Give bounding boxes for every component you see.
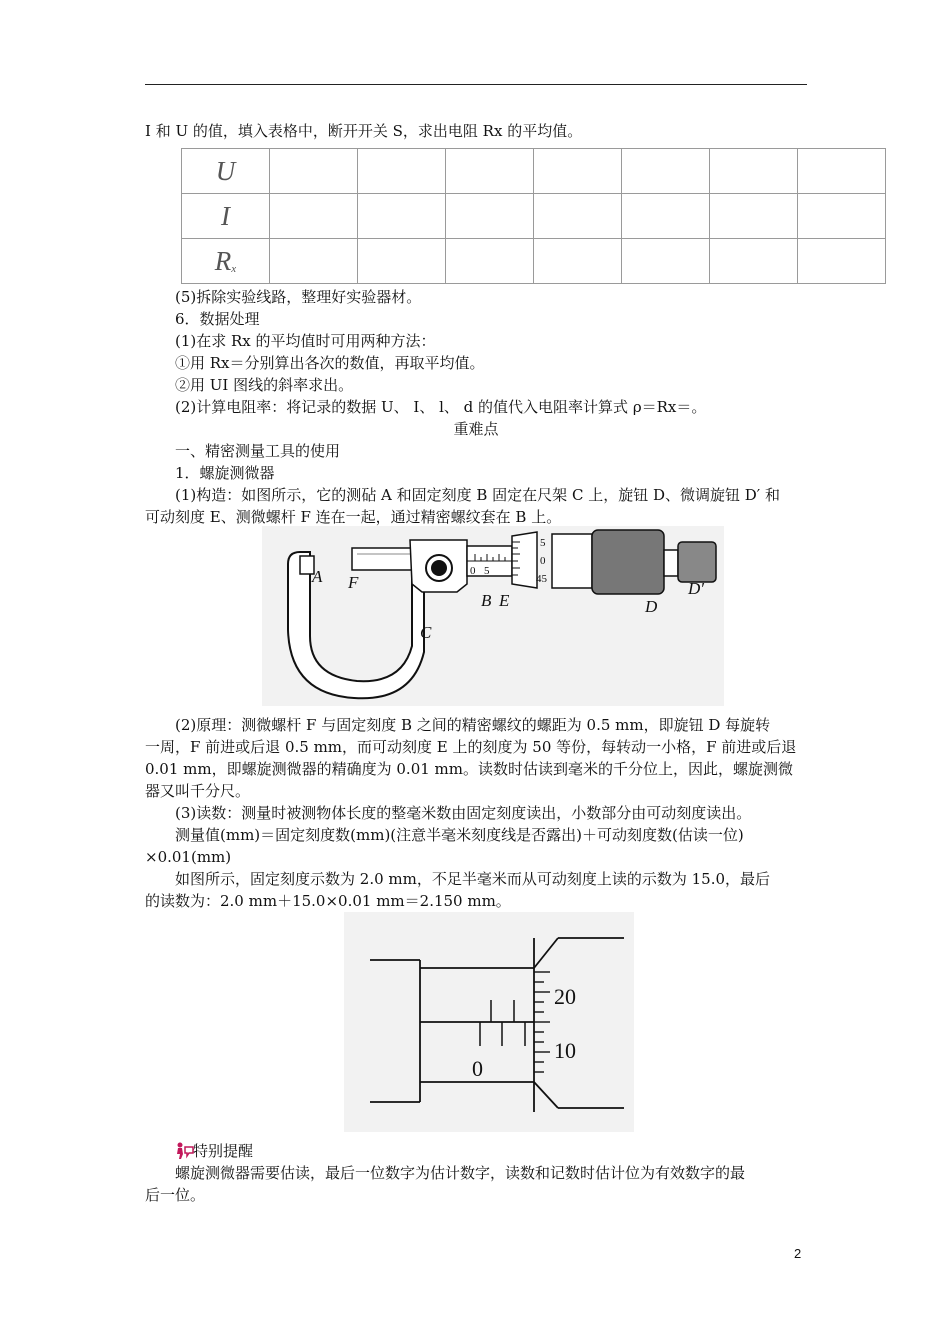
paragraph: (1)在求 Rx 的平均值时可用两种方法： — [175, 332, 436, 350]
label-a: A — [312, 567, 323, 586]
label-d-prime: D′ — [688, 579, 704, 598]
thimble-tick-label: 45 — [536, 573, 547, 585]
table-row — [182, 149, 886, 194]
label-b: B — [481, 591, 492, 610]
row-label-i: I — [182, 194, 270, 239]
principle-line: 0.01 mm，即螺旋测微器的精确度为 0.01 mm。读数时估读到毫米的千分位上，因此，螺旋测微 — [145, 760, 793, 778]
sleeve-tick-label: 0 — [470, 565, 476, 577]
reading-line: (3)读数：测量时被测物体长度的整毫米数由固定刻度读出，小数部分由可动刻度读出。 — [175, 804, 752, 822]
thimble-label-10: 10 — [554, 1038, 576, 1063]
paragraph: 6．数据处理 — [175, 310, 260, 328]
reading-diagram — [344, 912, 634, 1132]
principle-line: 器又叫千分尺。 — [145, 782, 251, 800]
paragraph: (2)计算电阻率：将记录的数据 U、 I、 l、 d 的值代入电阻率计算式 ρ＝Rx＝。 — [175, 398, 707, 416]
reminder-icon — [175, 1142, 195, 1160]
construction-line: (1)构造：如图所示，它的测砧 A 和固定刻度 B 固定在尺架 C 上，旋钮 D、微调旋钮 D′ 和 — [175, 486, 780, 504]
header-rule — [145, 84, 807, 85]
thimble-tick-label: 0 — [540, 555, 546, 567]
sleeve-label-0: 0 — [472, 1056, 483, 1081]
reading-line: 如图所示，固定刻度示数为 2.0 mm，不足半毫米而从可动刻度上读的示数为 15.0，最后 — [175, 870, 771, 888]
row-label-rx: $R_x$ — [182, 239, 270, 284]
section-title: 重难点 — [453, 420, 499, 438]
note-title: 特别提醒 — [193, 1142, 254, 1160]
lock-knob — [431, 560, 447, 576]
intro-line: I 和 U 的值，填入表格中，断开开关 S，求出电阻 Rx 的平均值。 — [145, 122, 583, 140]
principle-line: (2)原理：测微螺杆 F 与固定刻度 B 之间的精密螺纹的螺距为 0.5 mm，即旋钮 D 每旋转 — [175, 716, 771, 734]
note-body: 螺旋测微器需要估读，最后一位数字为估计数字，读数和记数时估计位为有效数字的最 — [175, 1164, 746, 1182]
construction-line: 可动刻度 E、测微螺杆 F 连在一起，通过精密螺纹套在 B 上。 — [145, 508, 562, 526]
micrometer-diagram — [262, 526, 724, 706]
row-label-u: U — [182, 149, 270, 194]
label-d: D — [645, 597, 658, 616]
table-row — [182, 194, 886, 239]
data-table — [181, 148, 886, 284]
thimble-label-20: 20 — [554, 984, 576, 1009]
label-f: F — [348, 573, 359, 592]
paragraph: ①用 Rx＝分别算出各次的数值，再取平均值。 — [175, 354, 485, 372]
thimble-e — [512, 532, 537, 588]
paragraph: (5)拆除实验线路，整理好实验器材。 — [175, 288, 422, 306]
reading-line: ×0.01(mm) — [145, 848, 232, 866]
sub-heading: 1．螺旋测微器 — [175, 464, 275, 482]
note-body: 后一位。 — [145, 1186, 206, 1204]
section-heading: 一、精密测量工具的使用 — [175, 442, 341, 460]
ratchet-d-prime — [678, 542, 716, 582]
sleeve-tick-label: 5 — [484, 565, 490, 577]
spindle-f — [352, 548, 412, 570]
thimble-tick-label: 5 — [540, 537, 546, 549]
paragraph: ②用 UI 图线的斜率求出。 — [175, 376, 354, 394]
principle-line: 一周，F 前进或后退 0.5 mm，而可动刻度 E 上的刻度为 50 等份，每转动一小格，F 前进或后退 — [145, 738, 797, 756]
table-row — [182, 239, 886, 284]
page-number: 2 — [794, 1246, 802, 1261]
reading-line: 测量值(mm)＝固定刻度数(mm)(注意半毫米刻度线是否露出)＋可动刻度数(估读一位) — [175, 826, 744, 844]
reading-line: 的读数为：2.0 mm＋15.0×0.01 mm＝2.150 mm。 — [145, 892, 511, 910]
label-e: E — [499, 591, 510, 610]
label-c: C — [420, 623, 432, 642]
knob-d — [592, 530, 664, 594]
